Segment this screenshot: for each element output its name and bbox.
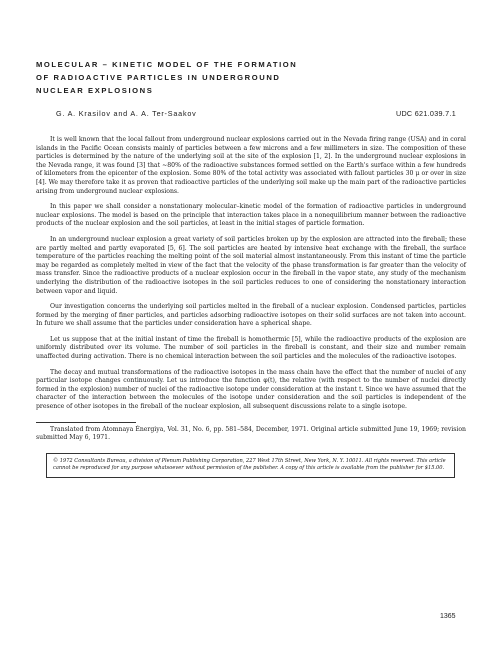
paragraph-6: The decay and mutual transformations of the radioactive isotopes in the mass chain have the effect that the number of nuclei of any particular isotope changes continuously. Let us introduce the function φ(t), the relative (with respect to the number of nuclei directly formed in the explosion) number of nuclei of the radioactive isotope under consideration at the instant t. Since we have assumed that the character of the interaction between the molecules of the isotope under consideration and the soil particles is independent of the presence of other isotopes in the fireball of the nuclear explosion, all subsequent discussions relate to a single isotope. — [36, 368, 466, 411]
article-title — [36, 58, 466, 97]
copyright-box: © 1972 Consultants Bureau, a division of Plenum Publishing Corporation, 227 West 17th Street, New York, N. Y. 10011. All rights reserved. This article cannot be reproduced for any purpose whatsoever without permission of the publisher. A copy of this article is available from the publisher for $15.00. — [46, 453, 455, 478]
title-line-2: OF RADIOACTIVE PARTICLES IN UNDERGROUND — [36, 73, 281, 82]
paragraph-3: In an underground nuclear explosion a great variety of soil particles broken up by the explosion are attracted into the fireball; these are partly melted and partly evaporated [5, 6]. The soil particles are heated by intensive heat exchange with the fireball, the surface temperature of the particles reaching the melting point of the soil material almost instantaneously. From this instant of time the particle may be regarded as completely melted in view of the fact that the velocity of the phase transformation is far greater than the velocity of mass transfer. Since the radioactive products of a nuclear explosion occur in the fireball in the vapor state, any study of the mechanism underlying the distribution of the radioactive isotopes in the soil particles reduces to one of considering the nonstationary interaction between vapor and liquid. — [36, 235, 466, 295]
footnote-divider — [36, 422, 136, 423]
translation-footnote: Translated from Atomnaya Énergiya, Vol. 31, No. 6, pp. 581–584, December, 1971. Original article submitted June 19, 1969; revision submitted May 6, 1971. — [36, 425, 466, 442]
paragraph-1: It is well known that the local fallout from underground nuclear explosions carried out in the Nevada firing range (USA) and in coral islands in the Pacific Ocean consists mainly of particles between a few microns and a few millimeters in size. The composition of these particles is determined by the nature of the underlying soil at the site of the explosion [1, 2]. In the underground nuclear explosions in the Nevada range, it was found [3] that ~80% of the radioactive substances formed settled on the Earth's surface within a few hundreds of kilometers from the epicenter of the explosion. Some 80% of the total activity was associated with fallout particles 30 μ or over in size [4]. We may therefore take it as proven that radioactive particles of the underlying soil make up the main part of the radioactive particles arising from underground nuclear explosions. — [36, 136, 466, 195]
title-line-3: NUCLEAR EXPLOSIONS — [36, 86, 154, 95]
authors: G. A. Krasilov and A. A. Ter-Saakov — [56, 109, 197, 118]
paragraph-4: Our investigation concerns the underlying soil particles melted in the fireball of a nuclear explosion. Condensed particles, particles formed by the merging of finer particles, and particles adsorbing radioactive isotopes on their solid surfaces are not taken into account. In future we shall assume that the particles under consideration have a spherical shape. — [36, 303, 466, 328]
paragraph-5: Let us suppose that at the initial instant of time the fireball is homothermic [5], while the radioactive products of the explosion are uniformly distributed over its volume. The number of soil particles in the fireball is constant, and their size and number remain unaffected during activation. There is no chemical interaction between the soil particles and the molecules of the radioactive isotopes. — [36, 335, 466, 361]
paragraph-2: In this paper we shall consider a nonstationary molecular–kinetic model of the formation of radioactive particles in underground nuclear explosions. The model is based on the principle that interaction takes place in a nonequilibrium manner between the radioactive products of the nuclear explosion and the soil particles, at least in the initial stages of particle formation. — [36, 203, 466, 228]
page-number: 1365 — [440, 613, 456, 620]
title-line-1: MOLECULAR – KINETIC MODEL OF THE FORMATION — [36, 60, 298, 69]
article — [36, 58, 466, 478]
byline — [36, 109, 466, 118]
article-body — [36, 136, 466, 412]
udc-code: UDC 621.039.7.1 — [395, 109, 456, 118]
